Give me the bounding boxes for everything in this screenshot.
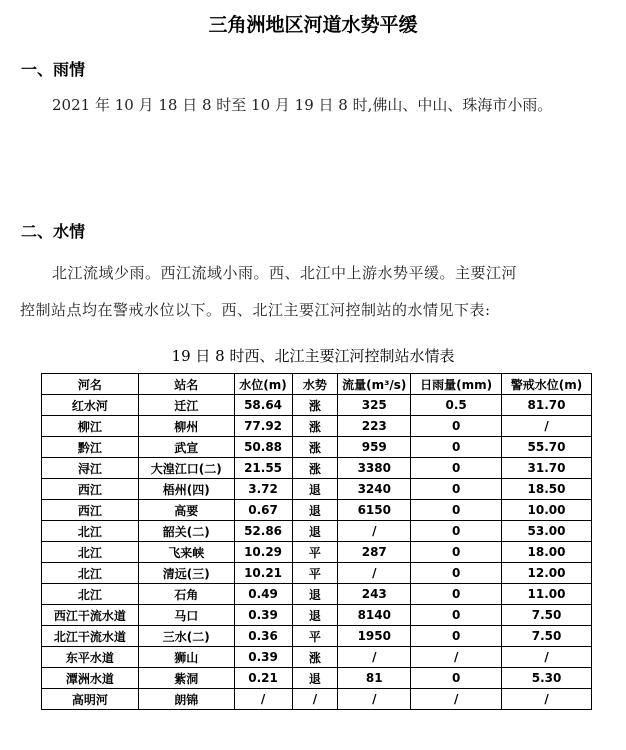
rainfall-cell: 0.5: [411, 395, 502, 416]
water-level-cell: 77.92: [234, 416, 292, 437]
flow-cell: /: [338, 521, 411, 542]
trend-cell: 退: [292, 479, 338, 500]
flow-cell: 3380: [338, 458, 411, 479]
warning-level-cell: 7.50: [502, 626, 592, 647]
station-cell: 武宣: [138, 437, 234, 458]
trend-cell: 涨: [292, 458, 338, 479]
table-row: [42, 542, 592, 563]
table-row: [42, 521, 592, 542]
water-level-cell: 0.39: [234, 605, 292, 626]
rainfall-cell: 0: [411, 542, 502, 563]
trend-cell: 平: [292, 542, 338, 563]
warning-level-cell: /: [502, 647, 592, 668]
rainfall-cell: 0: [411, 605, 502, 626]
rainfall-cell: /: [411, 689, 502, 710]
rain-paragraph: 2021 年 10 月 18 日 8 时至 10 月 19 日 8 时,佛山、中山、珠海市小雨。: [52, 96, 553, 114]
table-row: [42, 605, 592, 626]
station-cell: 朗锦: [138, 689, 234, 710]
warning-level-cell: 31.70: [502, 458, 592, 479]
warning-level-cell: 18.50: [502, 479, 592, 500]
flow-cell: 3240: [338, 479, 411, 500]
header-warning-level: 警戒水位(m): [502, 374, 592, 395]
trend-cell: 平: [292, 563, 338, 584]
rainfall-cell: 0: [411, 500, 502, 521]
header-river: 河名: [42, 374, 139, 395]
river-cell: 北江: [42, 521, 139, 542]
water-paragraph-line-2: 控制站点均在警戒水位以下。西、北江主要江河控制站的水情见下表:: [20, 301, 491, 319]
header-trend: 水势: [292, 374, 338, 395]
flow-cell: 325: [338, 395, 411, 416]
station-cell: 狮山: [138, 647, 234, 668]
rainfall-cell: /: [411, 647, 502, 668]
river-cell: 北江干流水道: [42, 626, 139, 647]
water-level-cell: 10.21: [234, 563, 292, 584]
river-cell: 西江: [42, 479, 139, 500]
trend-cell: 退: [292, 605, 338, 626]
station-cell: 三水(二): [138, 626, 234, 647]
rainfall-cell: 0: [411, 626, 502, 647]
section-heading-water: 二、水情: [21, 222, 86, 241]
river-cell: 北江: [42, 563, 139, 584]
river-cell: 东平水道: [42, 647, 139, 668]
header-daily-rainfall: 日雨量(mm): [411, 374, 502, 395]
water-level-cell: 0.21: [234, 668, 292, 689]
water-level-cell: 52.86: [234, 521, 292, 542]
river-cell: 北江: [42, 584, 139, 605]
flow-cell: 959: [338, 437, 411, 458]
table-row: [42, 689, 592, 710]
table-row: [42, 395, 592, 416]
water-level-cell: 0.36: [234, 626, 292, 647]
warning-level-cell: 55.70: [502, 437, 592, 458]
river-cell: 北江: [42, 542, 139, 563]
flow-cell: 6150: [338, 500, 411, 521]
table-row: [42, 458, 592, 479]
rainfall-cell: 0: [411, 563, 502, 584]
trend-cell: 涨: [292, 416, 338, 437]
station-cell: 高要: [138, 500, 234, 521]
trend-cell: 涨: [292, 437, 338, 458]
trend-cell: 涨: [292, 647, 338, 668]
rainfall-cell: 0: [411, 584, 502, 605]
water-level-cell: 21.55: [234, 458, 292, 479]
river-cell: 潭洲水道: [42, 668, 139, 689]
water-level-cell: 0.67: [234, 500, 292, 521]
table-row: [42, 500, 592, 521]
water-status-table: [41, 373, 592, 710]
trend-cell: 平: [292, 626, 338, 647]
trend-cell: /: [292, 689, 338, 710]
rainfall-cell: 0: [411, 437, 502, 458]
table-body: [42, 395, 592, 710]
table-header-row: [42, 374, 592, 395]
header-water-level: 水位(m): [234, 374, 292, 395]
river-cell: 西江: [42, 500, 139, 521]
table-caption: 19 日 8 时西、北江主要江河控制站水情表: [171, 347, 455, 365]
water-level-cell: 3.72: [234, 479, 292, 500]
warning-level-cell: 81.70: [502, 395, 592, 416]
table-row: [42, 584, 592, 605]
station-cell: 柳州: [138, 416, 234, 437]
river-cell: 红水河: [42, 395, 139, 416]
station-cell: 清远(三): [138, 563, 234, 584]
station-cell: 马口: [138, 605, 234, 626]
warning-level-cell: 11.00: [502, 584, 592, 605]
flow-cell: 8140: [338, 605, 411, 626]
station-cell: 梧州(四): [138, 479, 234, 500]
section-heading-rain: 一、雨情: [21, 60, 86, 79]
rainfall-cell: 0: [411, 668, 502, 689]
warning-level-cell: /: [502, 689, 592, 710]
station-cell: 韶关(二): [138, 521, 234, 542]
trend-cell: 退: [292, 521, 338, 542]
flow-cell: 1950: [338, 626, 411, 647]
flow-cell: 243: [338, 584, 411, 605]
water-level-cell: 58.64: [234, 395, 292, 416]
trend-cell: 退: [292, 584, 338, 605]
rainfall-cell: 0: [411, 416, 502, 437]
rainfall-cell: 0: [411, 458, 502, 479]
water-level-cell: 0.49: [234, 584, 292, 605]
flow-cell: /: [338, 689, 411, 710]
water-level-cell: 50.88: [234, 437, 292, 458]
header-station: 站名: [138, 374, 234, 395]
warning-level-cell: 5.30: [502, 668, 592, 689]
table-row: [42, 437, 592, 458]
warning-level-cell: 10.00: [502, 500, 592, 521]
river-cell: 西江干流水道: [42, 605, 139, 626]
flow-cell: /: [338, 563, 411, 584]
station-cell: 紫洞: [138, 668, 234, 689]
warning-level-cell: 12.00: [502, 563, 592, 584]
station-cell: 飞来峡: [138, 542, 234, 563]
table-row: [42, 416, 592, 437]
trend-cell: 涨: [292, 395, 338, 416]
rainfall-cell: 0: [411, 479, 502, 500]
water-level-cell: 10.29: [234, 542, 292, 563]
river-cell: 浔江: [42, 458, 139, 479]
flow-cell: 287: [338, 542, 411, 563]
table-row: [42, 479, 592, 500]
river-cell: 高明河: [42, 689, 139, 710]
table-row: [42, 563, 592, 584]
station-cell: 石角: [138, 584, 234, 605]
water-level-cell: 0.39: [234, 647, 292, 668]
rainfall-cell: 0: [411, 521, 502, 542]
page-title: 三角洲地区河道水势平缓: [208, 14, 418, 36]
trend-cell: 退: [292, 668, 338, 689]
trend-cell: 退: [292, 500, 338, 521]
river-cell: 柳江: [42, 416, 139, 437]
warning-level-cell: 18.00: [502, 542, 592, 563]
water-paragraph-line-1: 北江流域少雨。西江流域小雨。西、北江中上游水势平缓。主要江河: [52, 264, 518, 282]
header-flow: 流量(m³/s): [338, 374, 411, 395]
flow-cell: 223: [338, 416, 411, 437]
station-cell: 大湟江口(二): [138, 458, 234, 479]
flow-cell: /: [338, 647, 411, 668]
flow-cell: 81: [338, 668, 411, 689]
warning-level-cell: 7.50: [502, 605, 592, 626]
table-row: [42, 626, 592, 647]
station-cell: 迁江: [138, 395, 234, 416]
warning-level-cell: /: [502, 416, 592, 437]
table-row: [42, 647, 592, 668]
table-row: [42, 668, 592, 689]
water-level-cell: /: [234, 689, 292, 710]
river-cell: 黔江: [42, 437, 139, 458]
warning-level-cell: 53.00: [502, 521, 592, 542]
